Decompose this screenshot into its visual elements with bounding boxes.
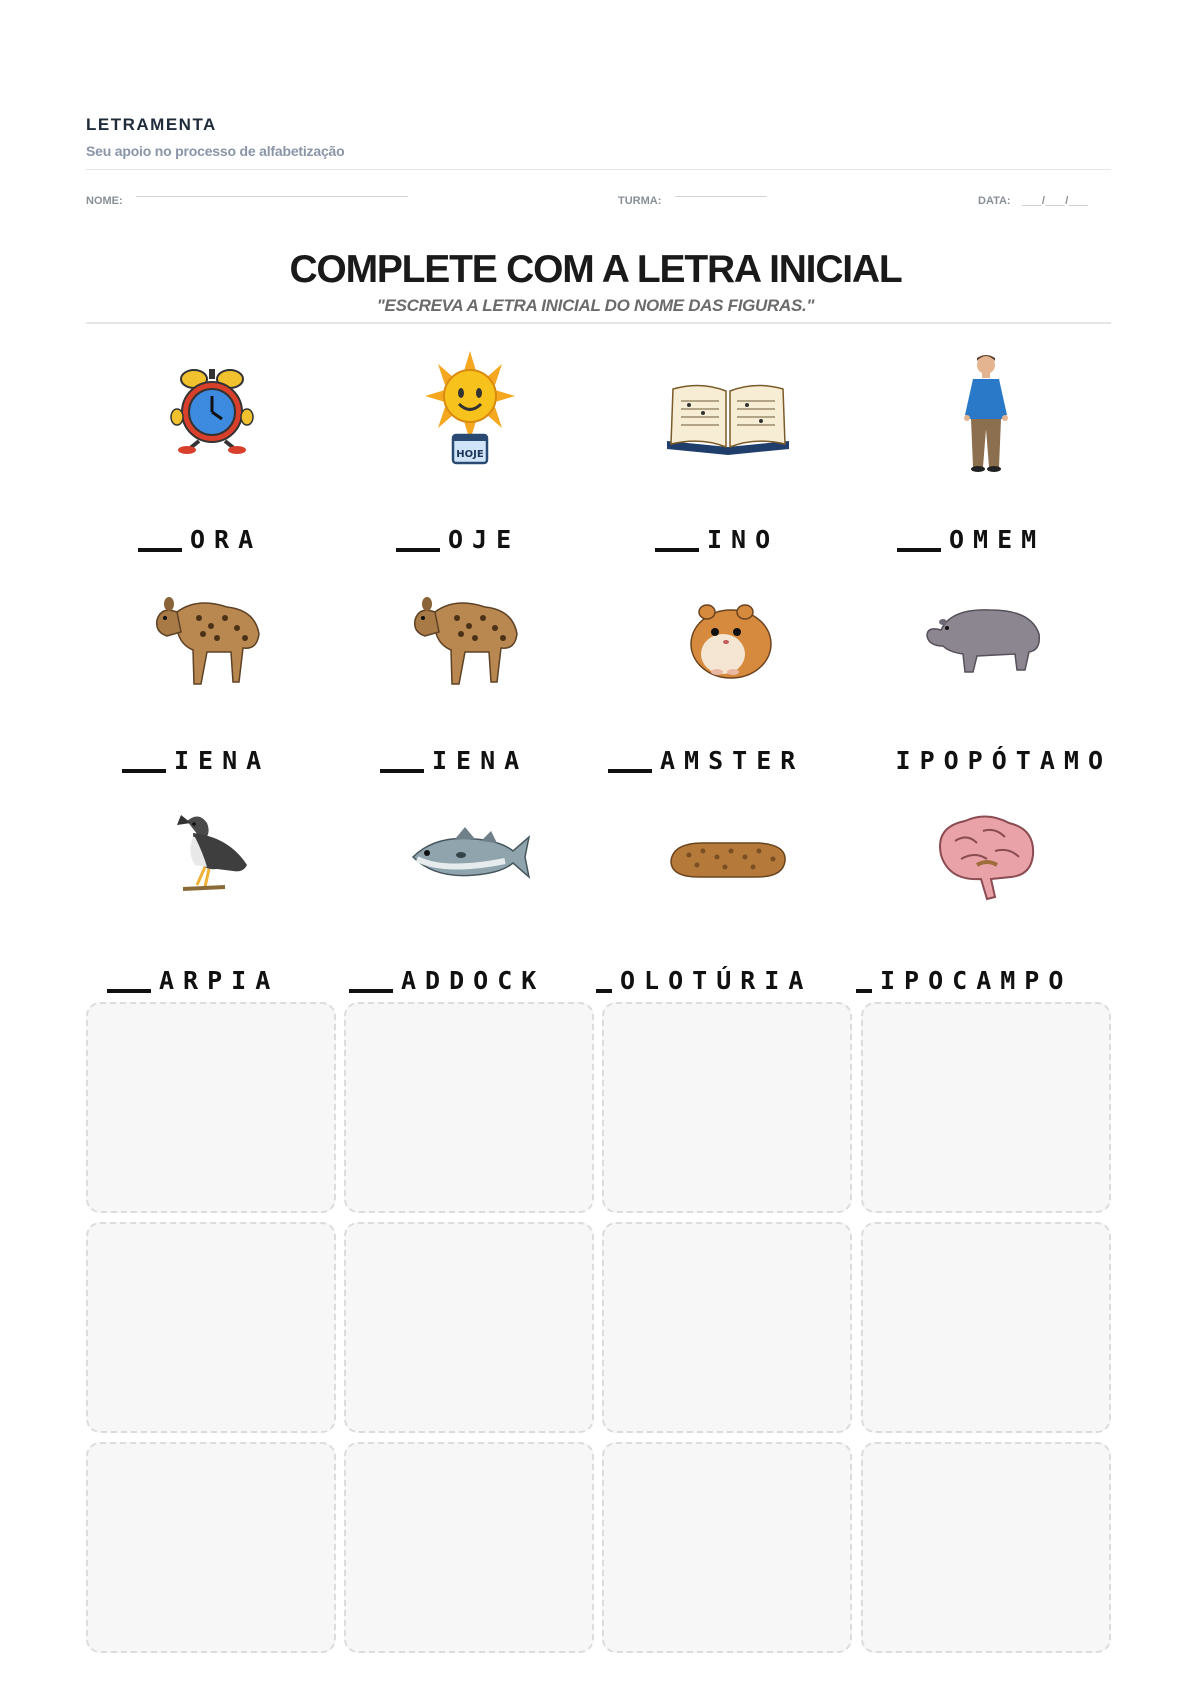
word-item-1: ORA [138,525,262,555]
brand-name: LETRAMENTA [86,115,217,134]
data-blanks[interactable]: ___/___/___ [1022,195,1089,207]
word-item-6: IENA [380,746,528,776]
hyena-icon [147,572,277,702]
worksheet-instruction: "ESCREVA A LETRA INICIAL DO NOME DAS FIGURAS." [376,296,815,315]
haddock-fish-icon [405,793,535,923]
nome-label: NOME: [86,195,123,207]
word-item-9: ARPIA [107,966,279,996]
answer-blank[interactable] [596,989,612,993]
word-item-2: OJE [396,525,520,555]
word-item-12: IPOCAMPO [856,966,1112,996]
answer-blank[interactable] [107,989,151,993]
alarm-clock-icon [147,349,277,479]
answer-box[interactable] [861,1222,1111,1433]
hippo-icon [921,572,1051,702]
word-item-3: INO [655,525,779,555]
answer-blank[interactable] [897,548,941,552]
answer-box[interactable] [602,1442,852,1653]
answer-blank[interactable] [122,769,166,773]
word-item-10: ADDOCK [349,966,545,996]
answer-blank[interactable] [856,989,872,993]
word-item-11: OLOTÚRIA [596,966,854,996]
svg-text:HOJE: HOJE [456,449,484,460]
answer-blank[interactable] [608,769,652,773]
sun-calendar-icon [405,349,535,479]
man-icon [921,349,1051,479]
answer-blank[interactable] [396,548,440,552]
answer-box[interactable] [86,1002,336,1213]
answer-blank[interactable] [380,769,424,773]
header-divider [86,169,1111,170]
answer-box[interactable] [344,1002,594,1213]
word-item-8: IPOPÓTAMO [895,746,1112,775]
answer-blank[interactable] [138,548,182,552]
worksheet-title: COMPLETE COM A LETRA INICIAL [289,248,902,291]
word-item-4: OMEM [897,525,1045,555]
answer-box[interactable] [86,1442,336,1653]
hyena-icon [405,572,535,702]
answer-blank[interactable] [349,989,393,993]
answer-box[interactable] [602,1222,852,1433]
answer-box[interactable] [602,1002,852,1213]
open-book-icon [663,349,793,479]
answer-box[interactable] [861,1442,1111,1653]
word-item-7: AMSTER [608,746,804,776]
sea-cucumber-icon [663,793,793,923]
answer-box[interactable] [344,1222,594,1433]
answer-box[interactable] [344,1442,594,1653]
word-item-5: IENA [122,746,270,776]
data-label: DATA: [978,195,1011,207]
harpy-eagle-icon [147,793,277,923]
answer-box[interactable] [861,1002,1111,1213]
answer-box[interactable] [86,1222,336,1433]
nome-line[interactable] [136,196,408,197]
turma-line[interactable] [675,196,767,197]
brain-icon [921,793,1051,923]
title-divider [86,322,1111,324]
hamster-icon [663,572,793,702]
brand-tagline: Seu apoio no processo de alfabetização [86,143,345,159]
turma-label: TURMA: [618,195,662,207]
answer-blank[interactable] [655,548,699,552]
